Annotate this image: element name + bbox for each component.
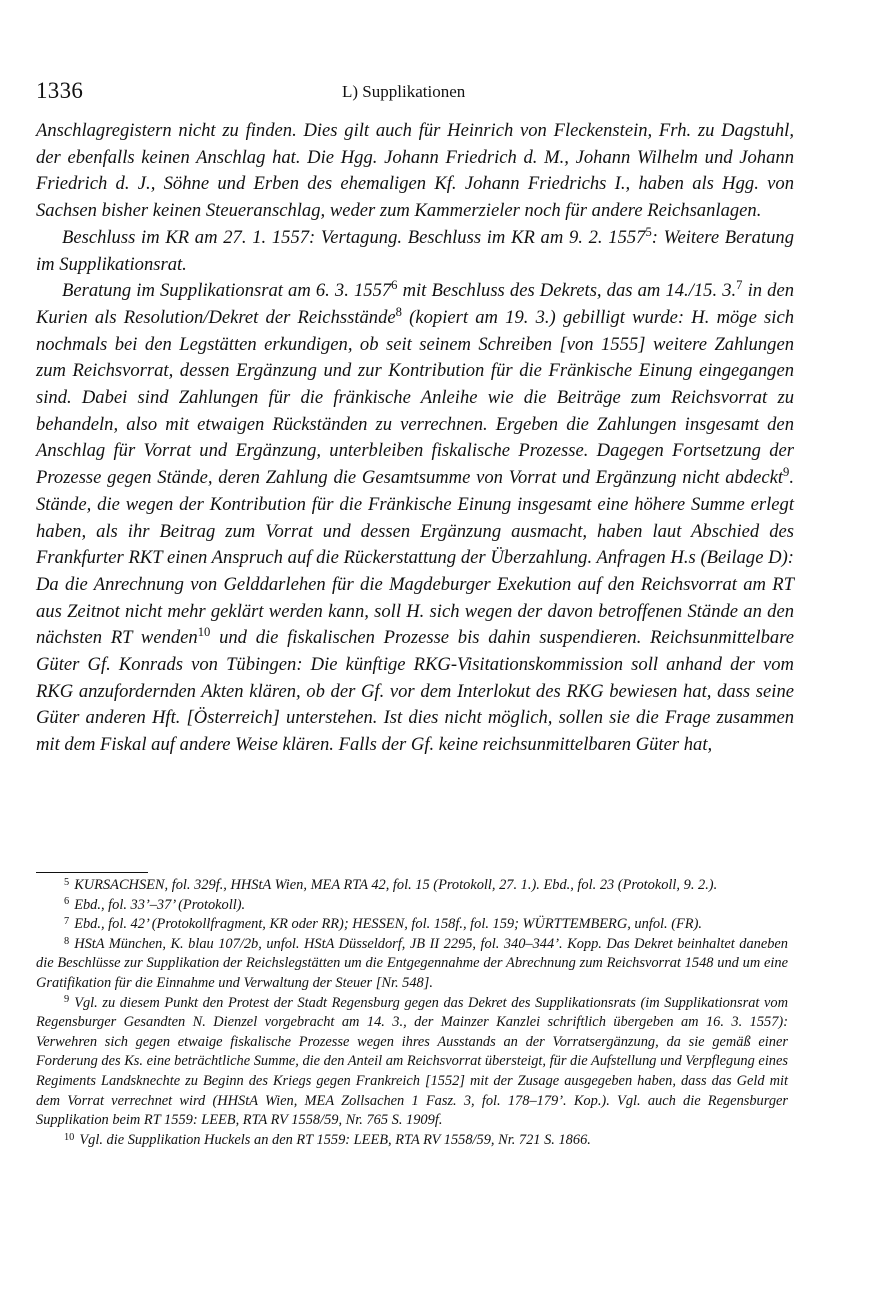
paragraph-3-text-a: Beratung im Supplikationsrat am 6. 3. 1557 <box>62 280 392 302</box>
footnote-7 <box>36 915 788 935</box>
paragraph-1: Anschlagregistern nicht zu finden. Dies gilt auch für Heinrich von Fleckenstein, Frh. zu Dagstuhl, der ebenfalls keinen Anschlag hat. Die Hgg. Johann Friedrich d. M., Johann Wilhelm und Johann Friedrich d. J., Söhne und Erben des ehemaligen Kf. Johann Friedrichs I., haben als Hgg. von Sachsen bisher keinen Steueranschlag, weder zum Kammerzieler noch für andere Reichsanlagen. <box>36 120 794 222</box>
paragraph-2-text-b: : Weitere Beratung im Supplikationsrat. <box>36 226 795 275</box>
footnote-ref-7[interactable]: 7 <box>736 278 743 293</box>
paragraph-3 <box>36 278 794 759</box>
footnote-text: Vgl. die Supplikation Huckels an den RT 1559: LEEB, RTA RV 1558/59, Nr. 721 S. 1866. <box>79 1131 591 1148</box>
footnote-text: HStA München, K. blau 107/2b, unfol. HStA Düsseldorf, JB II 2295, fol. 340–344’. Kopp. Das Dekret beinhaltet daneben die Beschlüsse zur Supplikation der Reichslegstätten um die Entgegennahme der Abrechnung zum Reichsvorrat 1548 und um eine Gratifikation für die Einnahme und Verwaltung der Steuer [Nr. 548]. <box>36 935 788 991</box>
paragraph-3-text-d: (kopiert am 19. 3.) gebilligt wurde: H. möge sich nochmals bei den Legstätten erkundigen, ob seit seinem Schreiben [von 1555] weitere Zahlungen zum Reichsvorrat, dessen Ergänzung und zur Kontribution für die Fränkische Einung eingegangen sind. Dabei sind Zahlungen für die fränkische Anleihe wie die Beiträge zum Reichsvorrat zu behandeln, also mit etwaigen Rückständen zu verrechnen. Ergeben die Zahlungen insgesamt den Anschlag für Vorrat und Ergänzung, unterbleiben fiskalische Prozesse. Dagegen Fortsetzung der Prozesse gegen Stände, deren Zahlung die Gesamtsumme von Vorrat und Ergänzung nicht abdeckt <box>36 306 795 489</box>
paragraph-2 <box>36 225 794 278</box>
footnote-8 <box>36 935 788 994</box>
main-text <box>36 118 794 759</box>
footnote-text: KURSACHSEN, fol. 329f., HHStA Wien, MEA RTA 42, fol. 15 (Protokoll, 27. 1.). Ebd., fol. 23 (Protokoll, 9. 2.). <box>74 877 718 893</box>
footnote-divider <box>36 872 148 873</box>
footnote-number: 7 <box>64 916 70 928</box>
running-head: L) Supplikationen <box>342 82 466 101</box>
footnote-ref-10[interactable]: 10 <box>197 625 211 640</box>
footnote-ref-9[interactable]: 9 <box>783 465 790 480</box>
page-header <box>36 78 811 108</box>
footnote-text: Vgl. zu diesem Punkt den Protest der Stadt Regensburg gegen das Dekret des Supplikationsrats (im Supplikationsrat vom Regensburger Gesandten N. Dienzel vorgebracht am 14. 3., der Mainzer Kanzlei schriftlich übergeben am 16. 3. 1557): Verwehren sich gegen etwaige fiskalische Prozesse wegen ihres Ausstands an der Vorratsergänzung, da sie gemäß einer Forderung des Ks. eine beträchtliche Summe, die den Anteil am Reichsvorrat übersteigt, für die Aufstellung und Verpflegung eines Regiments Landsknechte zu Beginn des Kriegs gegen Frankreich [1552] mit der Zusage ausgegeben haben, dass das Geld mit dem Vorrat verrechnet wird (HHStA Wien, MEA Zollsachen 1 Fasz. 3, fol. 178–179’. Kop.). Vgl. auch die Regensburger Supplikation beim RT 1559: LEEB, RTA RV 1558/59, Nr. 765 S. 1909f. <box>36 994 788 1129</box>
footnote-number: 5 <box>64 876 70 888</box>
footnote-ref-8[interactable]: 8 <box>395 304 402 319</box>
footnote-5 <box>36 876 788 896</box>
paragraph-3-text-e: . Stände, die wegen der Kontribution für die Fränkische Einung insgesamt eine höhere Summe erlegt haben, als ihr Beitrag zum Vorrat und dessen Ergänzung ausmacht, haben laut Abschied des Frankfurter RKT einen Anspruch auf die Rückerstattung der Überzahlung. Anfragen H.s (Beilage D): Da die Anrechnung von Gelddarlehen für die Magdeburger Exekution auf den Reichsvorrat am RT aus Zeitnot nicht mehr geklärt werden kann, soll H. sich wegen der davon betroffenen Stände an den nächsten RT wenden <box>36 467 794 649</box>
paragraph-3-text-f: und die fiskalischen Prozesse bis dahin suspendieren. Reichsunmittelbare Güter Gf. Konrads von Tübingen: Die künftige RKG-Visitationskommission soll anhand der vom RKG anzufordernden Akten klären, ob der Gf. vor dem Interlokut des RKG bewiesen hat, dass seine Güter anderen Hft. [Österreich] unterstehen. Ist dies nicht möglich, sollen sie die Frage zusammen mit dem Fiskal auf andere Weise klären. Falls der Gf. keine reichsunmittelbaren Güter hat, <box>36 627 794 756</box>
footnote-text: Ebd., fol. 33’–37’ (Protokoll). <box>74 896 246 913</box>
footnote-6 <box>36 896 788 916</box>
footnotes <box>36 876 788 1150</box>
footnote-number: 9 <box>64 994 70 1006</box>
paragraph-3-text-b: mit Beschluss des Dekrets, das am 14./15. 3. <box>397 280 737 302</box>
paragraph-2-text-a: Beschluss im KR am 27. 1. 1557: Vertagung. Beschluss im KR am 9. 2. 1557 <box>62 226 646 248</box>
paragraph-3-text-c: in den Kurien als Resolution/Dekret der Reichsstände <box>36 280 794 328</box>
footnote-number: 8 <box>64 935 70 947</box>
footnote-9 <box>36 994 788 1131</box>
footnote-10 <box>36 1131 788 1151</box>
footnote-text: Ebd., fol. 42’ (Protokollfragment, KR oder RR); HESSEN, fol. 158f., fol. 159; WÜRTTEMBERG, unfol. (FR). <box>74 916 702 933</box>
footnote-ref-6[interactable]: 6 <box>391 278 398 293</box>
footnote-number: 10 <box>64 1131 75 1143</box>
footnote-ref-5[interactable]: 5 <box>645 224 652 239</box>
footnote-number: 6 <box>64 896 70 908</box>
page-number: 1336 <box>36 78 84 103</box>
